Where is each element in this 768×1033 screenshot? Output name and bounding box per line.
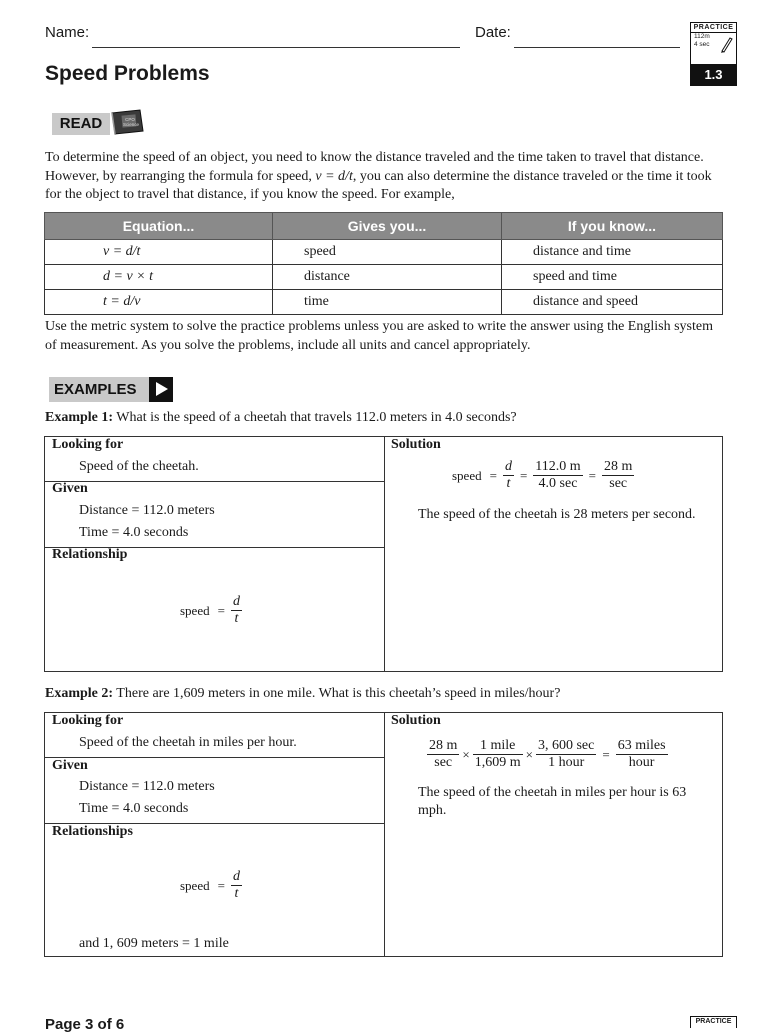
example1-given-item: Distance = 112.0 meters (79, 503, 215, 518)
formula-equals: = (217, 602, 225, 618)
name-label: Name: (45, 24, 90, 41)
example1-label: Example 1: (45, 410, 114, 425)
date-label: Date: (475, 24, 511, 41)
read-tag: READ (52, 113, 110, 135)
table-row (45, 265, 723, 290)
formula-denominator: t (234, 611, 239, 626)
pencil-icon (719, 35, 733, 53)
formula-lhs: speed (180, 877, 210, 893)
formula-numerator: d (232, 594, 240, 609)
formula-denominator: t (506, 476, 511, 491)
intro-formula: v = d/t (315, 168, 353, 184)
formula-numerator: 28 m (429, 738, 458, 753)
formula-denominator: 4.0 sec (538, 476, 578, 491)
formula-equals: = (588, 467, 597, 483)
example2-rule (44, 757, 384, 758)
formula-numerator: 28 m (604, 459, 633, 474)
table-cell: distance and time (502, 240, 723, 265)
example1-question (45, 410, 725, 426)
badge-line2: 4 sec (694, 41, 710, 48)
example2-relationship-heading: Relationships (52, 824, 133, 839)
footer-practice-badge: PRACTICE (690, 1016, 737, 1028)
example2-label: Example 2: (45, 686, 114, 701)
table-row (45, 290, 723, 315)
name-field[interactable] (92, 47, 460, 48)
example1-solution-formula (452, 459, 636, 492)
table-cell: v = d/t (45, 240, 273, 265)
table-cell: speed (273, 240, 502, 265)
book-icon (110, 109, 144, 135)
intro-text-before: To determine the speed of an object, you need to know the distance traveled and the time taken to travel that distance. However, by rearranging the formula for speed, (45, 150, 704, 184)
example2-divider (384, 712, 385, 957)
example1-given-heading: Given (52, 481, 88, 496)
example1-question-text: What is the speed of a cheetah that travels 112.0 meters in 4.0 seconds? (113, 410, 517, 425)
formula-equals: = (602, 746, 610, 762)
formula-numerator: 63 miles (617, 738, 666, 753)
instructions-text: Use the metric system to solve the practice problems unless you are asked to write the answer using the English system of measurement. As you solve the problems, include all units and cancel appropriately. (45, 319, 713, 353)
example2-solution-formula (427, 738, 670, 771)
formula-denominator: sec (434, 755, 453, 770)
table-header: Equation... (45, 213, 273, 240)
example1-relationship-formula (180, 594, 244, 627)
practice-badge (690, 22, 737, 86)
example2-question-text: There are 1,609 meters in one mile. What is this cheetah’s speed in miles/hour? (113, 686, 561, 701)
example1-looking-for-heading: Looking for (52, 437, 124, 452)
instructions-paragraph (45, 318, 725, 355)
table-cell: speed and time (502, 265, 723, 290)
formula-numerator: 3, 600 sec (537, 738, 595, 753)
formula-denominator: hour (628, 755, 655, 770)
intro-text-after: , you can also determine the distance traveled or the time it took for the object to travel that distance, if you know the speed. For example, (45, 168, 712, 202)
example1-looking-for: Speed of the cheetah. (79, 459, 199, 474)
badge-line1: 112m (691, 32, 736, 41)
examples-tag: EXAMPLES (49, 377, 149, 402)
example1-rule (44, 481, 384, 482)
formula-times: × (525, 746, 533, 762)
example1-relationship-heading: Relationship (52, 547, 128, 562)
example2-question (45, 686, 725, 702)
formula-numerator: d (504, 459, 512, 474)
table-row (45, 240, 723, 265)
example1-divider (384, 436, 385, 672)
formula-times: × (462, 746, 470, 762)
table-cell: distance and speed (502, 290, 723, 315)
example2-solution-heading: Solution (391, 713, 441, 728)
formula-equals: = (489, 467, 497, 483)
example1-given-item: Time = 4.0 seconds (79, 525, 189, 540)
play-icon (149, 377, 173, 402)
formula-equals: = (217, 877, 225, 893)
example2-relationship-formula (180, 869, 244, 902)
table-cell: time (273, 290, 502, 315)
formula-denominator: 1 hour (548, 755, 585, 770)
example2-given-item: Time = 4.0 seconds (79, 801, 189, 816)
table-cell: t = d/v (45, 290, 273, 315)
table-cell: distance (273, 265, 502, 290)
formula-denominator: t (234, 886, 239, 901)
table-header: If you know... (502, 213, 723, 240)
equation-table (44, 212, 723, 315)
formula-lhs: speed (452, 467, 482, 483)
formula-numerator: 112.0 m (535, 459, 581, 474)
formula-denominator: 1,609 m (474, 755, 521, 770)
example1-solution-heading: Solution (391, 437, 441, 452)
example2-relationship-extra: and 1, 609 meters = 1 mile (79, 936, 229, 951)
formula-lhs: speed (180, 602, 210, 618)
example2-looking-for: Speed of the cheetah in miles per hour. (79, 735, 297, 750)
example2-answer: The speed of the cheetah in miles per hour is 63 mph. (418, 785, 687, 818)
example2-given-item: Distance = 112.0 meters (79, 779, 215, 794)
example1-answer: The speed of the cheetah is 28 meters per second. (418, 507, 696, 522)
formula-numerator: 1 mile (473, 738, 523, 755)
badge-label: PRACTICE (693, 24, 734, 31)
page-footer: Page 3 of 6 (45, 1016, 125, 1033)
table-header: Gives you... (273, 213, 502, 240)
table-cell: d = v × t (45, 265, 273, 290)
formula-denominator: sec (609, 476, 628, 491)
example2-looking-for-heading: Looking for (52, 713, 124, 728)
intro-paragraph (45, 149, 725, 205)
book-text: CPO Science (123, 117, 140, 127)
date-field[interactable] (514, 47, 680, 48)
example2-given-heading: Given (52, 758, 88, 773)
page-title: Speed Problems (45, 62, 210, 85)
badge-number: 1.3 (691, 64, 736, 85)
formula-numerator: d (232, 869, 240, 884)
formula-equals: = (519, 467, 528, 483)
